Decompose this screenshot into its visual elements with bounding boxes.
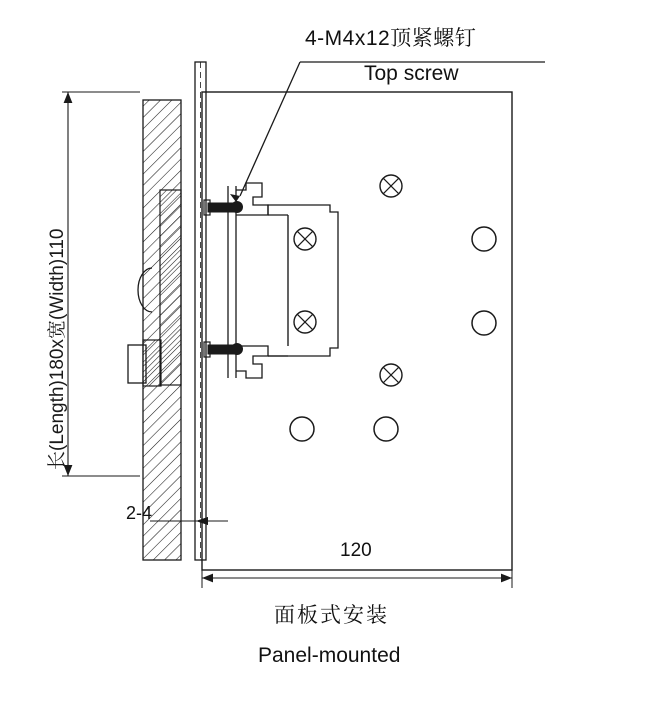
round-hole-group: [290, 227, 496, 441]
round-hole: [472, 311, 496, 335]
caption-cn: 面板式安装: [274, 604, 389, 627]
mounting-bracket-section: [228, 183, 338, 378]
width-dimension-label: 120: [340, 540, 372, 561]
callout-label-en: Top screw: [364, 62, 459, 85]
panel-outline: [202, 92, 512, 570]
caption-en: Panel-mounted: [258, 644, 401, 667]
top-screw-upper: [204, 200, 243, 215]
height-dimension-label: 长(Length)180x宽(Width)110: [47, 228, 68, 470]
cross-hole: [380, 364, 402, 386]
round-hole: [290, 417, 314, 441]
round-hole: [374, 417, 398, 441]
width-dimension: [202, 570, 512, 588]
callout-label-cn: 4-M4x12顶紧螺钉: [305, 27, 477, 50]
top-screw-lower: [204, 342, 243, 357]
cross-hole-group: [294, 175, 402, 386]
round-hole: [472, 227, 496, 251]
cross-hole: [294, 311, 316, 333]
height-dimension: [62, 92, 140, 476]
cross-hole: [294, 228, 316, 250]
thickness-dimension-label: 2-4: [126, 503, 153, 523]
cross-hole: [380, 175, 402, 197]
mounting-panel-section: [195, 62, 206, 560]
device-body-section: [128, 100, 181, 560]
